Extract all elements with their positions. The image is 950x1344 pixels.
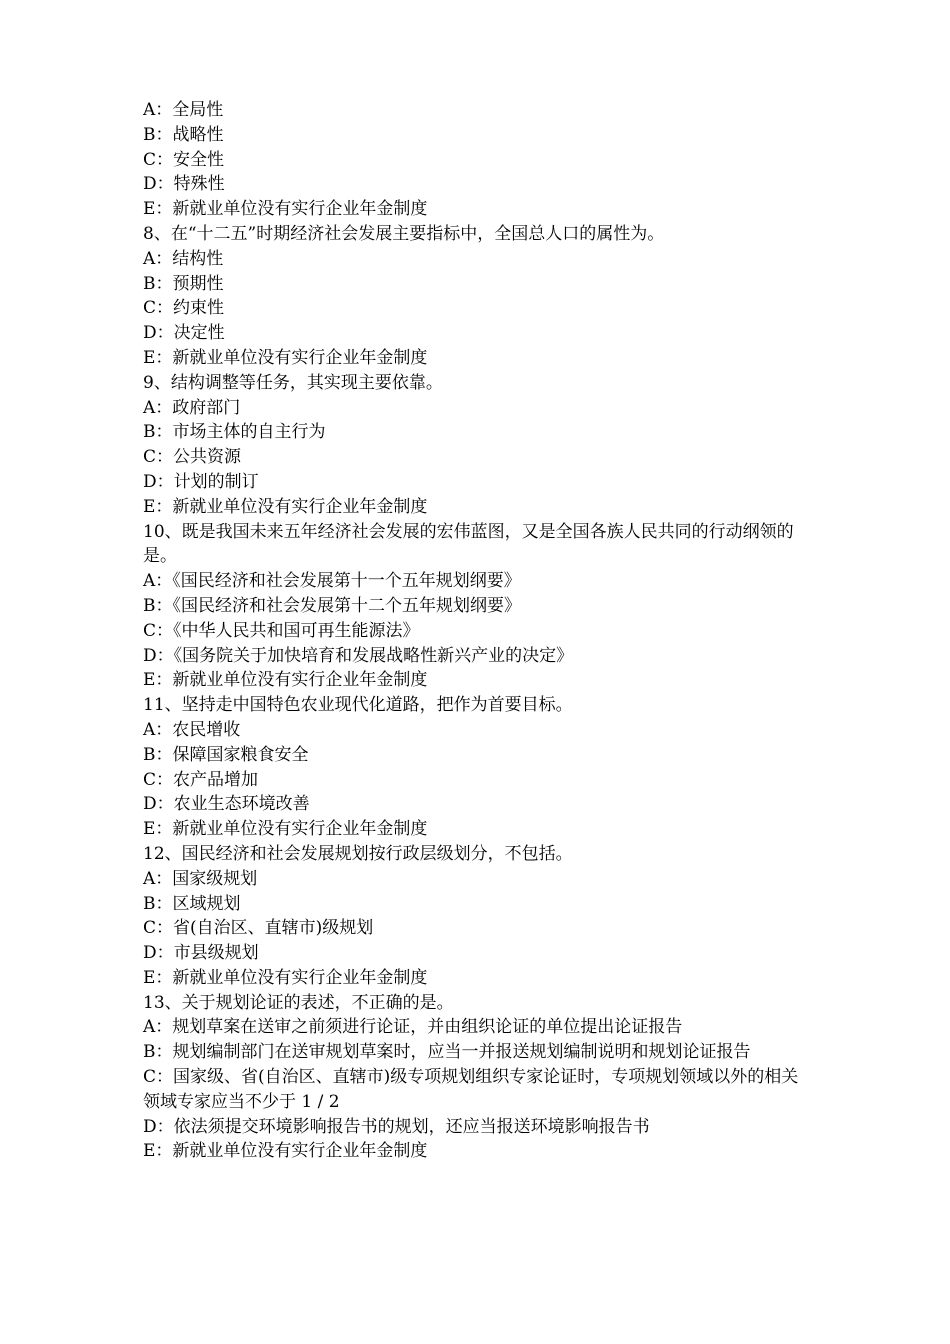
option-b: B：预期性 bbox=[143, 273, 224, 294]
option-b: B：战略性 bbox=[143, 124, 224, 145]
option-d: D：农业生态环境改善 bbox=[143, 794, 310, 815]
option-b: B：保障国家粮食安全 bbox=[143, 744, 309, 765]
option-a: A：《国民经济和社会发展第十一个五年规划纲要》 bbox=[143, 571, 521, 592]
option-e: E：新就业单位没有实行企业年金制度 bbox=[143, 347, 428, 368]
option-a: A：结构性 bbox=[143, 248, 224, 269]
option-d: D：计划的制订 bbox=[143, 471, 259, 492]
option-a: A：农民增收 bbox=[143, 719, 241, 740]
option-e: E：新就业单位没有实行企业年金制度 bbox=[143, 670, 428, 691]
question-13: 13、关于规划论证的表述，不正确的是。 bbox=[143, 992, 454, 1013]
option-c: C：农产品增加 bbox=[143, 769, 259, 790]
option-e: E：新就业单位没有实行企业年金制度 bbox=[143, 496, 428, 517]
option-d: D：决定性 bbox=[143, 323, 225, 344]
question-12: 12、国民经济和社会发展规划按行政层级划分，不包括。 bbox=[143, 843, 573, 864]
question-11: 11、坚持走中国特色农业现代化道路，把作为首要目标。 bbox=[143, 695, 573, 716]
option-e: E：新就业单位没有实行企业年金制度 bbox=[143, 199, 428, 220]
option-e: E：新就业单位没有实行企业年金制度 bbox=[143, 1141, 428, 1162]
option-a: A：政府部门 bbox=[143, 397, 241, 418]
option-c: C：约束性 bbox=[143, 298, 225, 319]
option-a: A：国家级规划 bbox=[143, 868, 258, 889]
option-e: E：新就业单位没有实行企业年金制度 bbox=[143, 967, 428, 988]
option-b: B：《国民经济和社会发展第十二个五年规划纲要》 bbox=[143, 595, 521, 616]
option-d: D：市县级规划 bbox=[143, 943, 259, 964]
option-b: B：区域规划 bbox=[143, 893, 241, 914]
option-d: D：特殊性 bbox=[143, 174, 225, 195]
option-a: A：全局性 bbox=[143, 100, 224, 120]
option-c: C：《中华人民共和国可再生能源法》 bbox=[143, 620, 420, 641]
option-c: C：国家级、省(自治区、直辖市)级专项规划组织专家论证时，专项规划领域以外的相关领域专家应当不少于 1 / 2 bbox=[143, 1067, 799, 1112]
question-text-block bbox=[143, 98, 811, 1164]
option-a: A：规划草案在送审之前须进行论证，并由组织论证的单位提出论证报告 bbox=[143, 1017, 683, 1038]
option-b: B：规划编制部门在送审规划草案时，应当一并报送规划编制说明和规划论证报告 bbox=[143, 1042, 751, 1063]
question-9: 9、结构调整等任务，其实现主要依靠。 bbox=[143, 372, 443, 393]
option-c: C：省(自治区、直辖市)级规划 bbox=[143, 918, 374, 939]
option-e: E：新就业单位没有实行企业年金制度 bbox=[143, 819, 428, 840]
option-b: B：市场主体的自主行为 bbox=[143, 422, 326, 443]
option-c: C：安全性 bbox=[143, 149, 225, 170]
option-d: D：《国务院关于加快培育和发展战略性新兴产业的决定》 bbox=[143, 645, 574, 666]
question-8: 8、在“十二五”时期经济社会发展主要指标中，全国总人口的属性为。 bbox=[143, 223, 665, 244]
option-d: D：依法须提交环境影响报告书的规划，还应当报送环境影响报告书 bbox=[143, 1116, 650, 1137]
option-c: C：公共资源 bbox=[143, 447, 242, 468]
question-10: 10、既是我国未来五年经济社会发展的宏伟蓝图，又是全国各族人民共同的行动纲领的是。 bbox=[143, 521, 794, 567]
